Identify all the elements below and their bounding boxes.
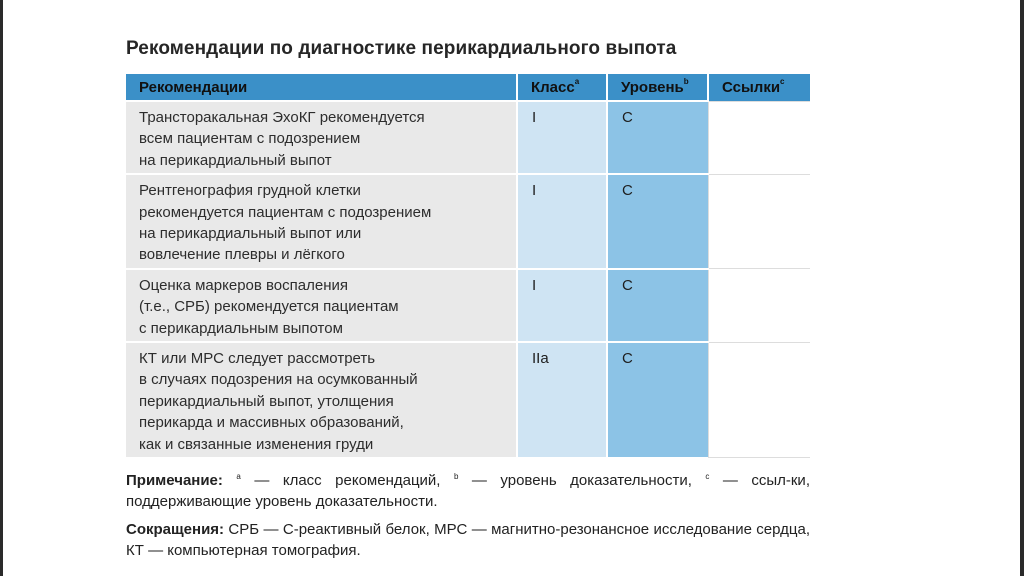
level-cell: C bbox=[607, 269, 708, 342]
header-level: Уровень$^b$ bbox=[607, 74, 708, 101]
table-note: Примечание: $^a$ — класс рекомендаций, $^b$ — уровень доказательности, $^c$ — ссыл-ки, поддерживающие уровень доказательности. bbox=[126, 471, 810, 511]
level-cell: C bbox=[607, 174, 708, 269]
references-cell bbox=[708, 269, 810, 342]
recommendation-cell: Рентгенография грудной клетки рекомендуется пациентам с подозрением на перикардиальный выпот или вовлечение плевры и лёгкого bbox=[126, 174, 517, 269]
level-cell: C bbox=[607, 101, 708, 174]
recommendation-cell: Оценка маркеров воспаления (т.е., СРБ) рекомендуется пациентам с перикардиальным выпотом bbox=[126, 269, 517, 342]
level-cell: C bbox=[607, 342, 708, 457]
header-class: Класс$^a$ bbox=[517, 74, 607, 101]
class-cell: I bbox=[517, 101, 607, 174]
page-title: Рекомендации по диагностике перикардиального выпота bbox=[126, 38, 677, 59]
references-cell bbox=[708, 101, 810, 174]
references-cell bbox=[708, 342, 810, 457]
right-frame-border bbox=[1020, 0, 1024, 576]
recommendations-table bbox=[126, 74, 810, 458]
table-header-row bbox=[126, 74, 810, 101]
note-label: Примечание: bbox=[126, 471, 223, 489]
recommendation-cell: КТ или МРС следует рассмотреть в случаях подозрения на осумкованный перикардиальный выпот, утолщения перикарда и массивных образований, как и связанные изменения груди bbox=[126, 342, 517, 457]
class-cell: IIa bbox=[517, 342, 607, 457]
references-cell bbox=[708, 174, 810, 269]
table-row bbox=[126, 174, 810, 269]
left-frame-border bbox=[0, 0, 3, 576]
recommendation-cell: Трансторакальная ЭхоКГ рекомендуется всем пациентам с подозрением на перикардиальный выпот bbox=[126, 101, 517, 174]
header-references: Ссылки$^c$ bbox=[708, 74, 810, 101]
table-row bbox=[126, 101, 810, 174]
header-recommendations: Рекомендации bbox=[126, 74, 517, 101]
table-row bbox=[126, 269, 810, 342]
document bbox=[126, 36, 812, 562]
abbreviations-label: Сокращения: bbox=[126, 520, 225, 538]
class-cell: I bbox=[517, 269, 607, 342]
table-row bbox=[126, 342, 810, 457]
abbreviations: Сокращения: СРБ — С-реактивный белок, МРС — магнитно-резонансное исследование сердца, КТ — компьютерная томография. bbox=[126, 520, 810, 560]
class-cell: I bbox=[517, 174, 607, 269]
